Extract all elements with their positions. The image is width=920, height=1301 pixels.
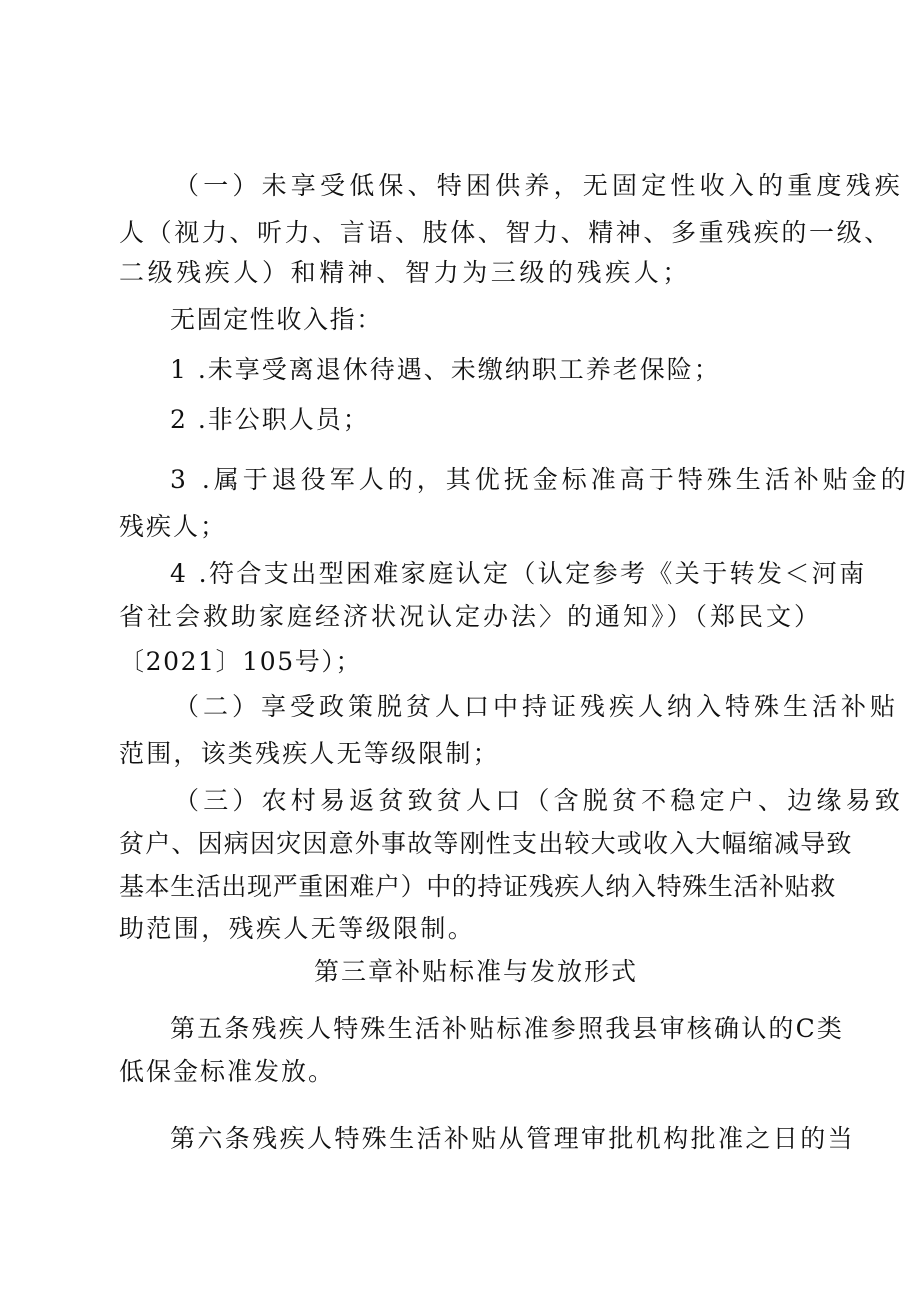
paragraph-item-three-line-4: 助范围，残疾人无等级限制。 xyxy=(119,914,476,943)
paragraph-item-two-line-1: （二）享受政策脱贫人口中持证残疾人纳入特殊生活补贴 xyxy=(174,692,900,721)
chapter-title: 第三章补贴标准与发放形式 xyxy=(314,957,639,986)
condition-3-line-1: 3 .属于退役军人的，其优抚金标准高于特殊生活补贴金的 xyxy=(170,465,910,494)
condition-4-line-2: 省社会救助家庭经济状况认定办法〉的通知》）（郑民文） xyxy=(119,602,823,631)
article-five-line-2: 低保金标准发放。 xyxy=(119,1057,336,1086)
article-five-line-1: 第五条残疾人特殊生活补贴标准参照我县审核确认的C类 xyxy=(170,1014,845,1043)
condition-1: 1 .未享受离退休待遇、未缴纳职工养老保险； xyxy=(170,355,721,384)
article-six-line-1: 第六条残疾人特殊生活补贴从管理审批机构批准之日的当 xyxy=(170,1124,856,1153)
paragraph-item-one-line-3: 二级残疾人）和精神、智力为三级的残疾人； xyxy=(119,258,692,287)
paragraph-item-three-line-2: 贫户、因病因灾因意外事故等刚性支出较大或收入大幅缩减导致 xyxy=(119,829,853,858)
paragraph-item-one-line-2: 人（视力、听力、言语、肢体、智力、精神、多重残疾的一级、 xyxy=(119,218,892,247)
definition-heading: 无固定性收入指： xyxy=(170,305,383,334)
paragraph-item-three-line-1: （三）农村易返贫致贫人口（含脱贫不稳定户、边缘易致 xyxy=(174,786,905,815)
paragraph-item-two-line-2: 范围，该类残疾人无等级限制； xyxy=(119,739,500,768)
paragraph-item-three-line-3: 基本生活出现严重困难户）中的持证残疾人纳入特殊生活补贴救 xyxy=(119,872,836,901)
condition-4-line-3: 〔2021〕105号）； xyxy=(119,647,363,676)
condition-4-line-1: 4 .符合支出型困难家庭认定（认定参考《关于转发＜河南 xyxy=(170,559,867,588)
paragraph-item-one-line-1: （一）未享受低保、特困供养，无固定性收入的重度残疾 xyxy=(174,171,905,200)
condition-2: 2 .非公职人员； xyxy=(170,405,370,434)
condition-3-line-2: 残疾人； xyxy=(119,512,228,541)
